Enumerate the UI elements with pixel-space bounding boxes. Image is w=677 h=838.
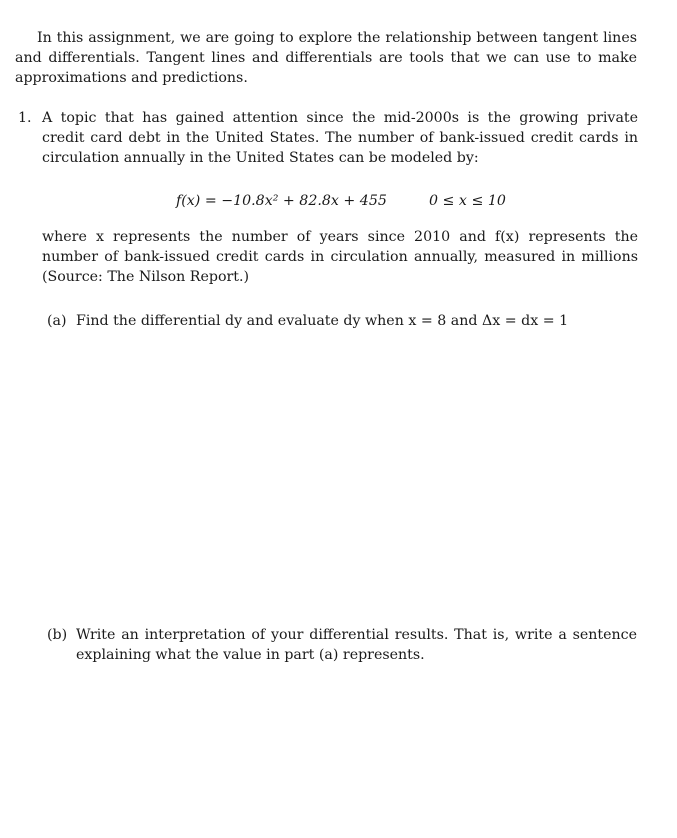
part-a bbox=[47, 311, 637, 331]
formula-domain: 0 ≤ x ≤ 10 bbox=[429, 193, 506, 209]
problem-number: 1. bbox=[18, 110, 32, 126]
model-formula bbox=[176, 191, 516, 211]
intro-paragraph bbox=[15, 28, 637, 88]
problem-statement: A topic that has gained attention since the mid-2000s is the growing private credit card debt in the United States. The number of bank-issued credit cards in circulation annually in the United States can be modeled by: bbox=[42, 110, 638, 166]
part-b-label: (b) bbox=[47, 627, 68, 643]
intro-text: In this assignment, we are going to explore the relationship between tangent lines and differentials. Tangent lines and differentials are tools that we can use to make approximations and predictions. bbox=[15, 30, 637, 86]
part-a-label: (a) bbox=[47, 313, 67, 329]
problem-1 bbox=[18, 108, 638, 168]
part-b-text: Write an interpretation of your differential results. That is, write a sentence explaining what the value in part (a) represents. bbox=[76, 627, 637, 663]
part-a-text: Find the differential dy and evaluate dy when x = 8 and Δx = dx = 1 bbox=[76, 313, 569, 329]
variable-definition: where x represents the number of years since 2010 and f(x) represents the number of bank-issued credit cards in circulation annually, measured in millions (Source: The Nilson Report.) bbox=[42, 229, 638, 285]
part-b bbox=[47, 625, 637, 665]
formula-expression: f(x) = −10.8x² + 82.8x + 455 bbox=[176, 193, 387, 209]
